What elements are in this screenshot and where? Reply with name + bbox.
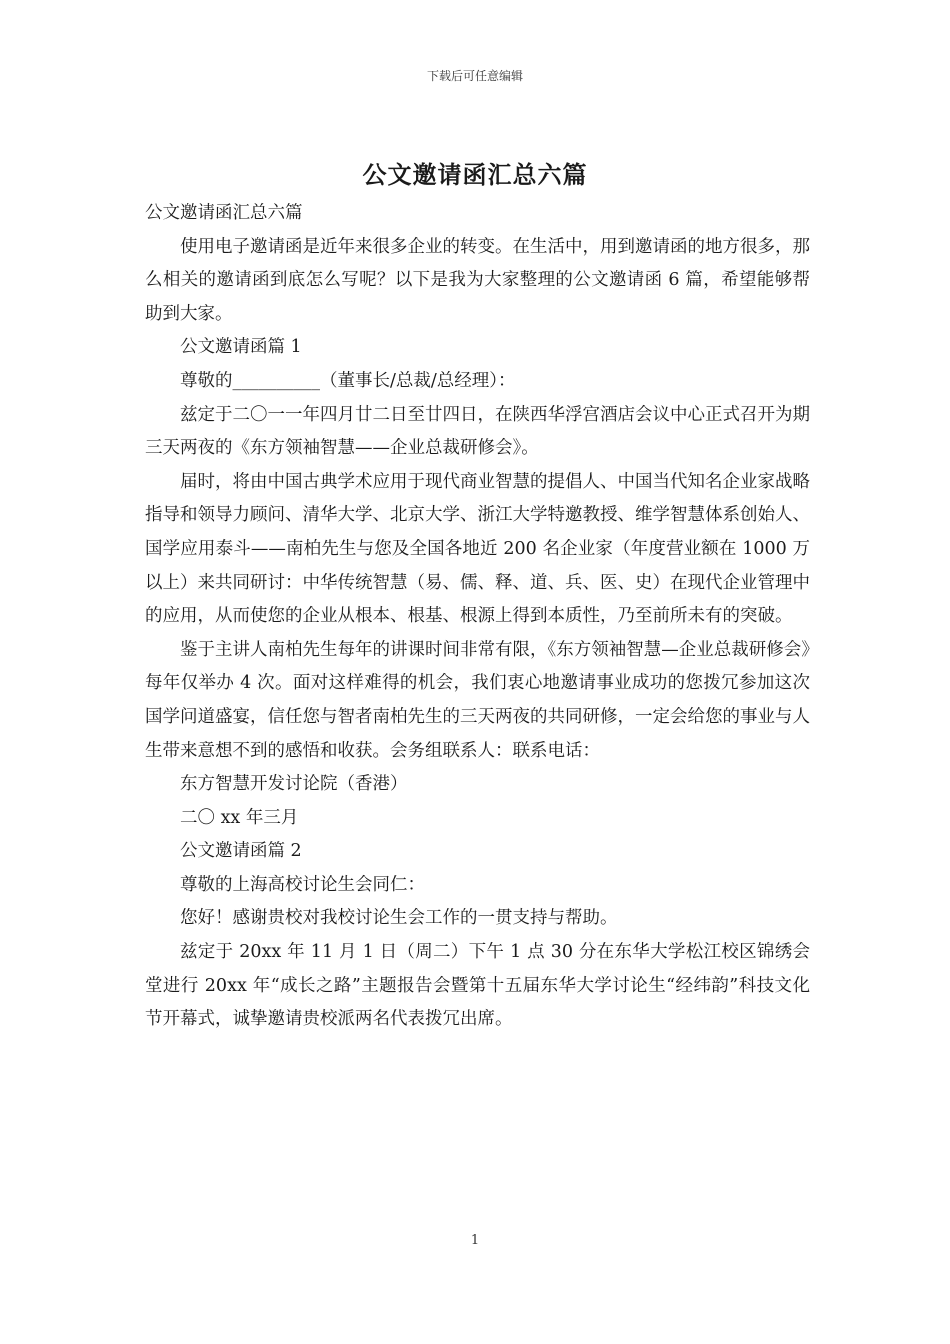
- salutation: 尊敬的上海高校讨论生会同仁：: [180, 874, 425, 895]
- paragraph: 届时，将由中国古典学术应用于现代商业智慧的提倡人、中国当代知名企业家战略指导和领导力顾问、清华大学、北京大学、浙江大学特邀教授、维学智慧体系创始人、国学应用泰斗——南柏先生与您及全国各地近 200 名企业家（年度营业额在 1000 万以上）来共同研讨：中华传统智慧（易、儒、释、道、兵、医、史）在现代企业管理中的应用，从而使您的企业从根本、根基、根源上得到本质性，乃至前所未有的突破。: [145, 471, 810, 627]
- signature-date: 二〇 xx 年三月: [180, 807, 299, 828]
- paragraph: 兹定于 20xx 年 11 月 1 日（周二）下午 1 点 30 分在东华大学松江校区锦绣会堂进行 20xx 年“成长之路”主题报告会暨第十五届东华大学讨论生“经纬韵”科技文化节开幕式，诚挚邀请贵校派两名代表拨冗出席。: [145, 942, 810, 1030]
- paragraph: 兹定于二〇一一年四月廿二日至廿四日，在陕西华浮宫酒店会议中心正式召开为期三天两夜的《东方领袖智慧——企业总裁研修会》。: [145, 404, 810, 459]
- paragraph: 您好！感谢贵校对我校讨论生会工作的一贯支持与帮助。: [180, 908, 618, 929]
- signature-org: 东方智慧开发讨论院（香港）: [180, 774, 408, 795]
- page-number: 1: [470, 1233, 480, 1248]
- paragraph: 公文邀请函汇总六篇: [145, 203, 303, 223]
- document-title: 公文邀请函汇总六篇: [362, 160, 588, 189]
- document-body: [145, 197, 810, 1037]
- section-heading: 公文邀请函篇 1: [180, 337, 302, 358]
- salutation: 尊敬的__________（董事长/总裁/总经理）：: [180, 370, 516, 391]
- section-heading: 公文邀请函篇 2: [180, 841, 302, 862]
- paragraph: 使用电子邀请函是近年来很多企业的转变。在生活中，用到邀请函的地方很多，那么相关的邀请函到底怎么写呢？以下是我为大家整理的公文邀请函 6 篇，希望能够帮助到大家。: [145, 236, 810, 324]
- paragraph: 鉴于主讲人南柏先生每年的讲课时间非常有限，《东方领袖智慧—企业总裁研修会》每年仅举办 4 次。面对这样难得的机会，我们衷心地邀请事业成功的您拨冗参加这次国学问道盛宴，信任您与智者南柏先生的三天两夜的共同研修，一定会给您的事业与人生带来意想不到的感悟和收获。会务组联系人：联系电话：: [145, 639, 810, 761]
- page-header: 下载后可任意编辑: [426, 69, 523, 83]
